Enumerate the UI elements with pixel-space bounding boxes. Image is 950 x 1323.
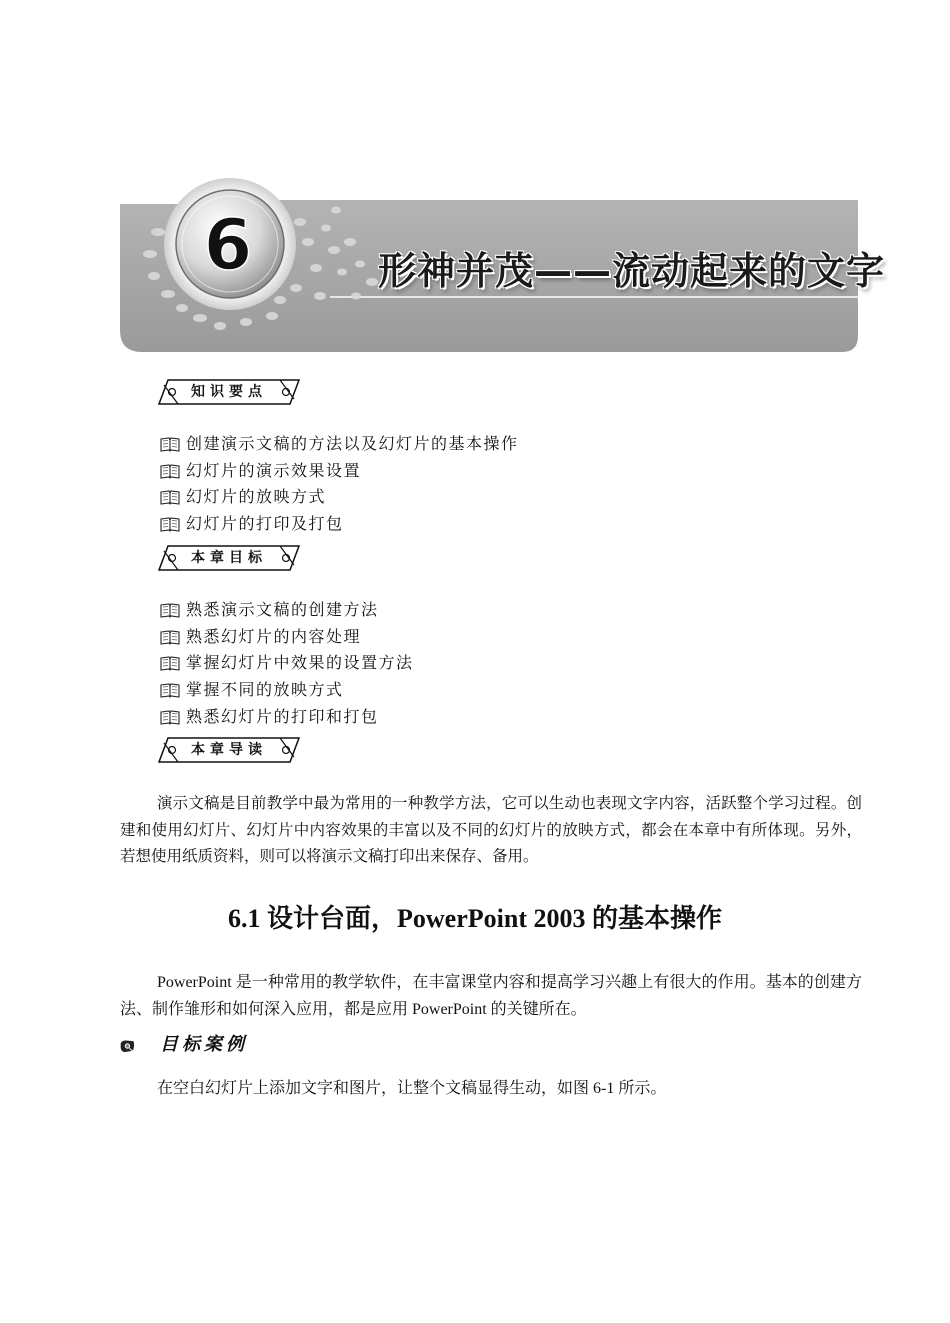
list-item [160,704,414,731]
chapter-title: 形神并茂——流动起来的文字 [378,249,886,293]
list-item-text: 创建演示文稿的方法以及幻灯片的基本操作 [186,434,519,453]
tag-label: 知识要点 [191,384,267,400]
section-intro-paragraph: PowerPoint 是一种常用的教学软件，在丰富课堂内容和提高学习兴趣上有很大的作用。基本的创建方法、制作雏形和如何深入应用，都是应用 PowerPoint 的关键所在。 [120,974,862,1018]
list-item [160,511,519,538]
magnifier-icon [120,1026,164,1066]
list-item-text: 幻灯片的打印及打包 [186,514,344,534]
list-item-text: 熟悉演示文稿的创建方法 [186,600,379,619]
tag-label: 本章导读 [191,742,267,758]
list-item-text: 熟悉幻灯片的内容处理 [186,626,362,646]
tag-label: 本章目标 [191,550,267,566]
list-item-text: 掌握不同的放映方式 [186,680,344,700]
list-item [160,677,414,704]
list-item [160,458,519,485]
target-case-label: 目标案例 [160,1034,248,1055]
section-heading-6-1: 6.1 设计台面，PowerPoint 2003 的基本操作 [228,904,722,933]
knowledge-points-list [160,431,519,538]
open-book-icon [160,603,180,618]
list-item [160,484,519,511]
open-book-icon [160,490,180,505]
list-item-text: 熟悉幻灯片的打印和打包 [186,706,379,726]
open-book-icon [160,683,180,698]
chapter-guide-paragraph: 演示文稿是目前教学中最为常用的一种教学方法，它可以生动也表现文字内容，活跃整个学习过程。创建和使用幻灯片、幻灯片中内容效果的丰富以及不同的幻灯片的放映方式，都会在本章中有所体现。另外，若想使用纸质资料，则可以将演示文稿打印出来保存、备用。 [120,794,862,865]
list-item-text: 幻灯片的演示效果设置 [186,460,362,480]
list-item-text: 掌握幻灯片中效果的设置方法 [186,653,414,673]
chapter-guide-tag [158,737,300,763]
open-book-icon [160,437,180,452]
list-item [160,431,519,458]
target-case-paragraph: 在空白幻灯片上添加文字和图片，让整个文稿显得生动，如图 6-1 所示。 [157,1080,667,1097]
list-item [160,597,414,624]
list-item [160,650,414,677]
list-item [160,624,414,651]
list-item-text: 幻灯片的放映方式 [186,487,327,507]
chapter-goals-list [160,597,414,730]
chapter-goals-tag [158,545,300,571]
open-book-icon [160,630,180,645]
open-book-icon [160,464,180,479]
knowledge-points-tag [158,379,300,405]
chapter-number: 6 [203,204,253,286]
open-book-icon [160,656,180,671]
open-book-icon [160,710,180,725]
open-book-icon [160,517,180,532]
